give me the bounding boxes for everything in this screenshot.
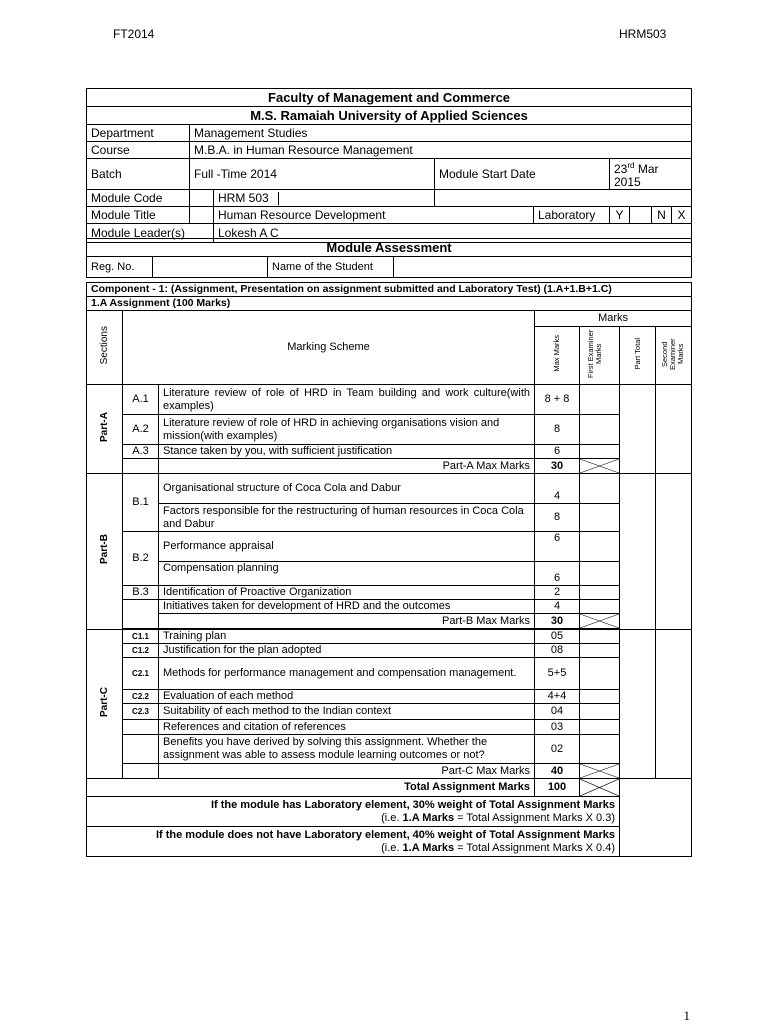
first-examiner-cell[interactable]	[580, 720, 620, 735]
scheme-text: Suitability of each method to the Indian context	[159, 704, 535, 720]
table-row	[87, 630, 692, 644]
table-row	[87, 459, 692, 474]
header-right: HRM503	[619, 27, 667, 41]
table-row	[87, 385, 692, 415]
crossed-cell	[580, 614, 620, 629]
max-marks-cell: 4	[535, 474, 580, 504]
first-examiner-cell[interactable]	[580, 445, 620, 459]
first-examiner-cell[interactable]	[580, 385, 620, 415]
sections-header: Sections	[87, 311, 123, 385]
header-left: FT2014	[113, 27, 155, 41]
lab-note: If the module has Laboratory element, 30% weight of Total Assignment Marks (i.e. 1.A Marks = Total Assignment Marks X 0.3)	[87, 797, 620, 827]
section-code	[123, 720, 159, 735]
crossed-cell	[580, 459, 620, 474]
crossed-cell	[580, 764, 620, 779]
first-examiner-cell[interactable]	[580, 690, 620, 704]
part-a-total-cell[interactable]	[620, 385, 656, 474]
course-value: M.B.A. in Human Resource Management	[190, 142, 692, 159]
table-row	[87, 735, 692, 764]
first-examiner-cell[interactable]	[580, 644, 620, 658]
max-marks-cell: 8	[535, 415, 580, 445]
batch-value: Full -Time 2014	[190, 159, 435, 190]
scheme-text: Factors responsible for the restructuring of human resources in Coca Cola and Dabur	[159, 504, 535, 532]
max-marks-cell: 5+5	[535, 658, 580, 690]
first-examiner-cell[interactable]	[580, 474, 620, 504]
max-marks-cell: 6	[535, 445, 580, 459]
section-code: C2.3	[123, 704, 159, 720]
table-row	[87, 720, 692, 735]
leader-value: Lokesh A C	[214, 224, 692, 243]
marking-table	[86, 282, 692, 857]
title-label: Module Title	[87, 207, 190, 224]
university-title: M.S. Ramaiah University of Applied Sciences	[87, 107, 692, 125]
part-a-max-value: 30	[535, 459, 580, 474]
second-examiner-header: Second Examiner Marks	[656, 327, 692, 385]
part-c-second-examiner-cell[interactable]	[656, 630, 692, 779]
scheme-text: Methods for performance management and compensation management.	[159, 658, 535, 690]
section-code: C2.2	[123, 690, 159, 704]
scheme-text: Performance appraisal	[159, 532, 535, 562]
course-label: Course	[87, 142, 190, 159]
student-name-field[interactable]	[394, 257, 692, 278]
table-row	[87, 797, 692, 827]
student-name-label: Name of the Student	[268, 257, 394, 278]
first-examiner-cell[interactable]	[580, 562, 620, 586]
max-marks-cell: 4	[535, 600, 580, 614]
reg-no-label: Reg. No.	[87, 257, 153, 278]
max-marks-cell: 02	[535, 735, 580, 764]
table-row	[87, 474, 692, 504]
lab-n: N	[652, 207, 672, 224]
table-row	[87, 704, 692, 720]
max-marks-cell: 05	[535, 630, 580, 644]
section-code: C1.1	[123, 630, 159, 644]
lab-blank	[630, 207, 652, 224]
max-marks-cell: 04	[535, 704, 580, 720]
max-marks-header: Max Marks	[535, 327, 580, 385]
table-row	[87, 532, 692, 562]
scheme-text: Benefits you have derived by solving this assignment. Whether the assignment was able to assess module learning outcomes or not?	[159, 735, 535, 764]
table-row	[87, 614, 692, 629]
table-row	[87, 504, 692, 532]
scheme-text: Organisational structure of Coca Cola and Dabur	[159, 474, 535, 504]
total-value: 100	[535, 779, 580, 797]
section-code: B.2	[123, 532, 159, 586]
max-marks-cell: 03	[535, 720, 580, 735]
table-row	[87, 658, 692, 690]
section-code: A.1	[123, 385, 159, 415]
department-value: Management Studies	[190, 125, 692, 142]
first-examiner-cell[interactable]	[580, 735, 620, 764]
scheme-text: References and citation of references	[159, 720, 535, 735]
leader-label: Module Leader(s)	[87, 224, 214, 243]
first-examiner-cell[interactable]	[580, 600, 620, 614]
scheme-text: Justification for the plan adopted	[159, 644, 535, 658]
max-marks-cell: 8	[535, 504, 580, 532]
table-row	[87, 562, 692, 586]
max-marks-cell: 2	[535, 586, 580, 600]
first-examiner-cell[interactable]	[580, 586, 620, 600]
max-marks-cell: 08	[535, 644, 580, 658]
lab-y: Y	[610, 207, 630, 224]
crossed-cell	[580, 779, 620, 797]
scheme-text: Training plan	[159, 630, 535, 644]
part-b-max-label: Part-B Max Marks	[159, 614, 535, 629]
first-examiner-cell[interactable]	[580, 658, 620, 690]
page-number: 1	[683, 1008, 690, 1023]
table-row	[87, 690, 692, 704]
component-subtitle: 1.A Assignment (100 Marks)	[87, 297, 692, 311]
first-examiner-cell[interactable]	[580, 704, 620, 720]
department-label: Department	[87, 125, 190, 142]
scheme-text: Literature review of role of HRD in Team building and work culture(with examples)	[159, 385, 535, 415]
batch-label: Batch	[87, 159, 190, 190]
component-title: Component - 1: (Assignment, Presentation on assignment submitted and Laboratory Test) (1.A+1.B+1.C)	[87, 283, 692, 297]
part-c-max-label: Part-C Max Marks	[159, 764, 535, 779]
assessment-title: Module Assessment	[87, 239, 692, 257]
code-value: HRM 503	[214, 190, 435, 207]
table-row	[87, 779, 692, 797]
section-code: B.3	[123, 586, 159, 600]
max-marks-cell: 6	[535, 562, 580, 586]
part-c-label: Part-C	[87, 630, 123, 779]
first-examiner-cell[interactable]	[580, 415, 620, 445]
marking-scheme-header: Marking Scheme	[123, 311, 535, 385]
section-code: C1.2	[123, 644, 159, 658]
max-marks-cell: 8 + 8	[535, 385, 580, 415]
part-c-max-value: 40	[535, 764, 580, 779]
table-row	[87, 586, 692, 600]
no-lab-note: If the module does not have Laboratory element, 40% weight of Total Assignment Marks (i.e. 1.A Marks = Total Assignment Marks X 0.4)	[87, 827, 620, 857]
module-info-table	[86, 88, 692, 243]
table-row	[87, 764, 692, 779]
part-c-total-cell[interactable]	[620, 630, 656, 779]
part-total-header: Part Total	[620, 327, 656, 385]
scheme-text: Stance taken by you, with sufficient justification	[159, 445, 535, 459]
first-examiner-header: First Examiner Marks	[580, 327, 620, 385]
start-date-label: Module Start Date	[435, 159, 610, 190]
part-b-second-examiner-cell[interactable]	[656, 474, 692, 630]
scheme-text: Compensation planning	[159, 562, 535, 586]
section-code: B.1	[123, 474, 159, 532]
part-b-total-cell[interactable]	[620, 474, 656, 630]
start-date-value: 23rd Mar 2015	[610, 159, 692, 190]
part-a-max-label: Part-A Max Marks	[159, 459, 535, 474]
faculty-title: Faculty of Management and Commerce	[87, 89, 692, 107]
scheme-text: Initiatives taken for development of HRD and the outcomes	[159, 600, 535, 614]
section-code: A.2	[123, 415, 159, 445]
table-row	[87, 827, 692, 857]
student-table	[86, 238, 692, 278]
section-code	[123, 735, 159, 764]
lab-label: Laboratory	[534, 207, 610, 224]
table-row	[87, 600, 692, 614]
part-a-second-examiner-cell[interactable]	[656, 385, 692, 474]
total-label: Total Assignment Marks	[87, 779, 535, 797]
part-b-max-value: 30	[535, 614, 580, 629]
table-row	[87, 644, 692, 658]
first-examiner-cell[interactable]	[580, 630, 620, 644]
part-a-label: Part-A	[87, 385, 123, 474]
scheme-text: Literature review of role of HRD in achieving organisations vision and mission(with examples)	[159, 415, 535, 445]
scheme-text: Identification of Proactive Organization	[159, 586, 535, 600]
table-row	[87, 445, 692, 459]
first-examiner-cell[interactable]	[580, 532, 620, 562]
section-code: C2.1	[123, 658, 159, 690]
part-b-label: Part-B	[87, 474, 123, 630]
reg-no-field[interactable]	[153, 257, 268, 278]
code-label: Module Code	[87, 190, 190, 207]
title-value: Human Resource Development	[214, 207, 534, 224]
max-marks-cell: 6	[535, 532, 580, 562]
max-marks-cell: 4+4	[535, 690, 580, 704]
section-code: A.3	[123, 445, 159, 459]
marks-header: Marks	[535, 311, 692, 327]
table-row	[87, 415, 692, 445]
lab-x: X	[672, 207, 692, 224]
first-examiner-cell[interactable]	[580, 504, 620, 532]
scheme-text: Evaluation of each method	[159, 690, 535, 704]
